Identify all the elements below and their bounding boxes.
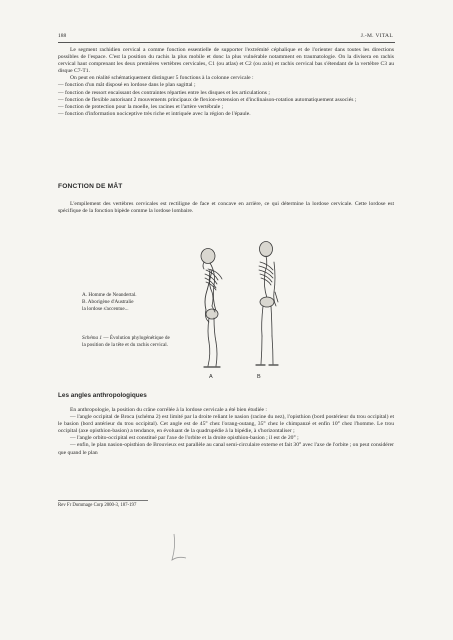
- caption-text: — Évolution phylogénétique de la position de la tête et du rachis cervical.: [82, 335, 170, 348]
- skeleton-b-illustration: [256, 242, 278, 366]
- function-item: — fonction d'un mât disposé en lordose dans le plan sagittal ;: [58, 82, 196, 89]
- section-text: [58, 201, 394, 215]
- header-rule: [58, 42, 395, 43]
- skeleton-figure: [190, 240, 300, 380]
- skeleton-a-illustration: [201, 249, 222, 368]
- figure-caption: [82, 335, 170, 348]
- section-title: FONCTION DE MÂT: [58, 183, 123, 190]
- pencil-mark-graphic: [160, 530, 200, 570]
- page-number: 188: [58, 33, 67, 39]
- anthro-paragraph: — l'angle occipital de Broca (schéma 2) est limité par la droite reliant le nasion (racine du nez), l'opisthion (bord postérieur du trou occipital) et le basion (bord antérieur du trou occipital). Cet angle est de 45° chez l'orang-outang, 35° chez le chimpanzé et enfin 10° chez l'homme. Le trou occipital (axe opisthion-basion) a tendance, en évoluant de la quadrupédie à la bipédie, à s'horizontaliser ;: [58, 414, 394, 435]
- anthropology-text: [58, 407, 394, 457]
- legend-item: la lordose s'accentue...: [82, 305, 129, 312]
- anthro-paragraph: — enfin, le plan nasion-opisthion de Brouvieux est parallèle au canal semi-circulaire externe et fait 30° avec l'axe de l'orbite ; on peut considérer que quand le plan: [58, 442, 394, 456]
- running-header-author: J.-M. VITAL: [360, 33, 393, 39]
- figure-label-a: A: [209, 374, 213, 380]
- subsection-title: Les angles anthropologiques: [58, 392, 147, 399]
- legend-item: A. Homme de Neandertal.: [82, 292, 137, 298]
- legend-item: B. Aborigène d'Australie: [82, 298, 134, 305]
- function-item: — fonction de protection pour la moelle, les racines et l'artère vertébrale ;: [58, 103, 224, 110]
- caption-label: Schéma 1: [82, 335, 103, 341]
- figure-label-b: B: [257, 374, 261, 380]
- footer-rule: [58, 500, 148, 501]
- anthro-paragraph: — l'angle orbito-occipital est constitué par l'axe de l'orbite et la droite opisthion-basion ; il est de 20° ;: [70, 435, 299, 442]
- function-item: — fonction de flexible autorisant 2 mouvements principaux de flexion-extension et d'inclinaison-rotation automatiquement associés ;: [58, 96, 357, 103]
- function-item: — fonction d'information nociceptive très riche et intriquée avec la région de l'épaule.: [58, 110, 251, 117]
- intro-text: [58, 47, 394, 118]
- journal-reference: Rev Fr Dommage Corp 2000-3, 187-197: [58, 503, 137, 508]
- figure-legend: [82, 292, 137, 312]
- anthro-paragraph: En anthropologie, la position du crâne corrélée à la lordose cervicale a été bien étudiée :: [70, 407, 267, 413]
- intro-paragraph: On peut en réalité schématiquement distinguer 5 fonctions à la colonne cervicale :: [70, 75, 254, 82]
- section-paragraph: L'empilement des vertèbres cervicales est rectiligne de face et concave en arrière, ce qui détermine la lordose cervicale. Cette lordose est spécifique de la fonction bipède comme la lordose lombaire.: [58, 201, 394, 215]
- intro-paragraph: Le segment rachidien cervical a comme fonction essentielle de supporter l'extrémité céphalique et de l'orienter dans toutes les directions possibles de l'espace. C'est la position du rachis la plus mobile et donc la plus vulnérable notamment en traumatologie. On la divisera en rachis cervical haut comprenant les deux premières vertèbres cervicales, C1 (ou atlas) et C2 (ou axis) et rachis cervical bas s'étendant de la vertèbre C3 au disque C7-T1.: [58, 47, 394, 75]
- function-item: — fonction de ressort encaissant des contraintes réparties entre les disques et les articulations ;: [58, 89, 270, 96]
